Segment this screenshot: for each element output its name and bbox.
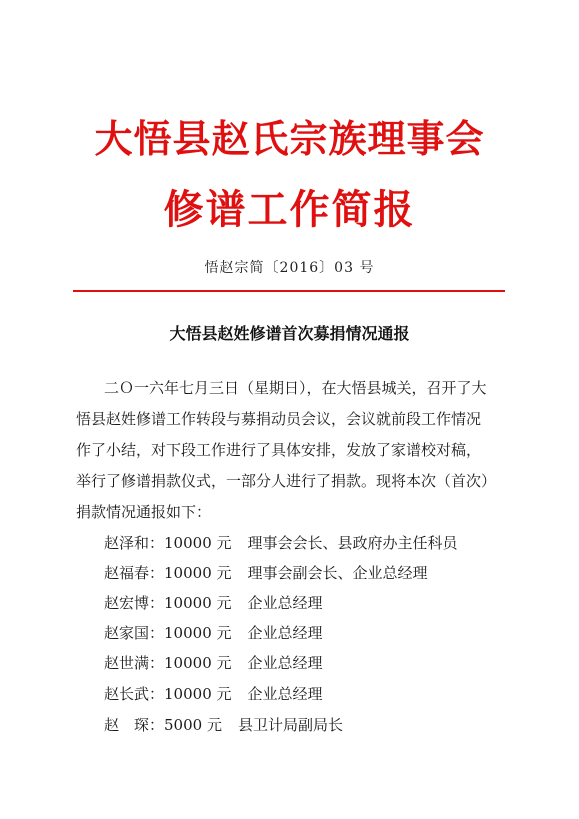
donor-title: 理事会副会长、企业总经理	[247, 564, 428, 582]
donor-row	[104, 592, 323, 614]
body-line: 捐款情况通报如下：	[76, 503, 212, 521]
donor-amount: 10000 元	[164, 654, 232, 672]
donor-row	[104, 683, 323, 705]
body-line: 二Ｏ一六年七月三日（星期日），在大悟县城关，召开了大	[104, 379, 487, 397]
donor-row	[104, 622, 323, 644]
donor-name: 赵长武：	[104, 685, 165, 703]
donor-title: 企业总经理	[247, 685, 323, 703]
document-number: 悟赵宗简〔2016〕03 号	[204, 260, 375, 276]
donor-amount: 10000 元	[164, 594, 232, 612]
donor-title: 县卫计局副局长	[237, 716, 343, 734]
donor-row	[104, 652, 323, 674]
bulletin-name-title: 修谱工作简报	[163, 186, 416, 233]
red-divider	[73, 290, 505, 292]
donor-name: 赵家国：	[104, 624, 165, 642]
donor-amount: 10000 元	[164, 534, 232, 552]
body-line: 作了小结，对下段工作进行了具体安排，发放了家谱校对稿，	[76, 441, 482, 459]
donor-name: 赵福春：	[104, 564, 165, 582]
body-line: 悟县赵姓修谱工作转段与募捐动员会议，会议就前段工作情况	[76, 410, 482, 428]
donor-row	[104, 532, 458, 554]
donor-name: 赵世满：	[104, 654, 165, 672]
donor-row	[104, 562, 428, 584]
notice-subject: 大悟县赵姓修谱首次募捐情况通报	[169, 324, 410, 343]
donor-amount: 10000 元	[164, 564, 232, 582]
donor-row	[104, 714, 343, 736]
body-line: 举行了修谱捐款仪式，一部分人进行了捐款。现将本次（首次）	[76, 472, 497, 490]
bulletin-org-title: 大悟县赵氏宗族理事会	[94, 116, 485, 161]
donor-name: 赵宏博：	[104, 594, 165, 612]
donor-amount: 10000 元	[164, 624, 232, 642]
donor-title: 企业总经理	[247, 594, 323, 612]
donor-title: 理事会会长、县政府办主任科员	[247, 534, 458, 552]
donor-title: 企业总经理	[247, 624, 323, 642]
donor-name: 赵 琛：	[104, 716, 165, 734]
donor-amount: 5000 元	[164, 716, 222, 734]
donor-title: 企业总经理	[247, 654, 323, 672]
donor-name: 赵泽和：	[104, 534, 165, 552]
donor-amount: 10000 元	[164, 685, 232, 703]
